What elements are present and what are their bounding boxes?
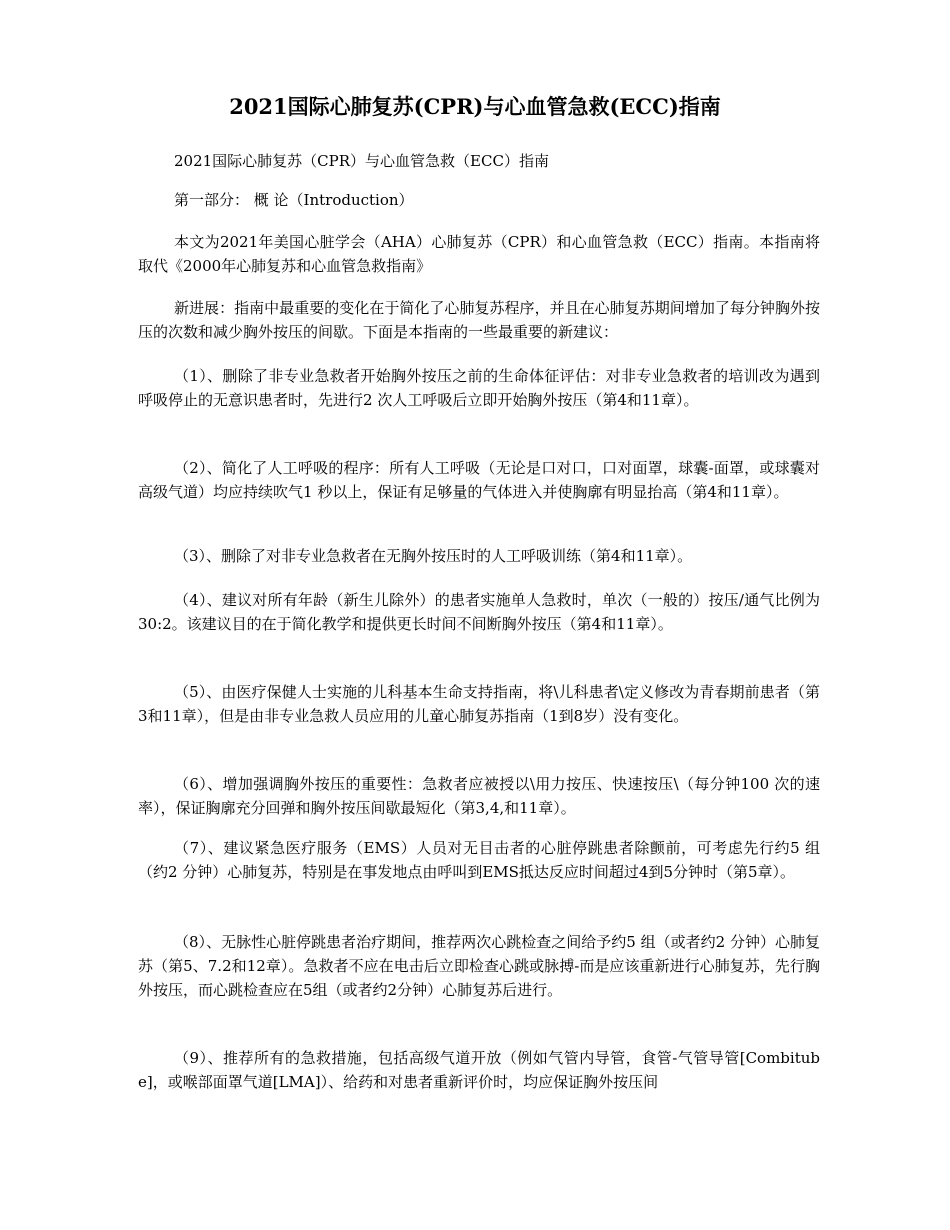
recommendation-item-9: （9）、推荐所有的急救措施，包括高级气道开放（例如气管内导管，食管-气管导管[Combitube]，或喉部面罩气道[LMA]）、给药和对患者重新评价时，均应保证胸外按压间 — [138, 1049, 820, 1091]
subtitle-paragraph: 2021国际心肺复苏（CPR）与心血管急救（ECC）指南 — [174, 152, 549, 170]
recommendation-item-4: （4）、建议对所有年龄（新生儿除外）的患者实施单人急救时，单次（一般的）按压/通气比例为30:2。该建议目的在于简化教学和提供更长时间不间断胸外按压（第4和11章）。 — [138, 591, 820, 633]
section-heading-paragraph: 第一部分： 概 论（Introduction） — [174, 191, 414, 209]
recommendation-item-1: （1）、删除了非专业急救者开始胸外按压之前的生命体征评估：对非专业急救者的培训改为遇到呼吸停止的无意识患者时，先进行2 次人工呼吸后立即开始胸外按压（第4和11章）。 — [138, 367, 820, 409]
recommendation-item-5: （5）、由医疗保健人士实施的儿科基本生命支持指南，将\儿科患者\定义修改为青春期前患者（第3和11章），但是由非专业急救人员应用的儿童心肺复苏指南（1到8岁）没有变化。 — [138, 683, 820, 725]
intro-paragraph: 本文为2021年美国心脏学会（AHA）心肺复苏（CPR）和心血管急救（ECC）指南。本指南将取代《2000年心肺复苏和心血管急救指南》 — [138, 233, 820, 275]
recommendation-item-6: （6）、增加强调胸外按压的重要性：急救者应被授以\用力按压、快速按压\（每分钟100 次的速率），保证胸廓充分回弹和胸外按压间歇最短化（第3,4,和11章）。 — [138, 775, 820, 817]
document-title: 2021国际心肺复苏(CPR)与心血管急救(ECC)指南 — [229, 94, 721, 119]
recommendation-item-7: （7）、建议紧急医疗服务（EMS）人员对无目击者的心脏停跳患者除颤前，可考虑先行约5 组（约2 分钟）心肺复苏，特别是在事发地点由呼叫到EMS抵达反应时间超过4到5分钟时（第5章）。 — [138, 839, 820, 881]
recommendation-item-3: （3）、删除了对非专业急救者在无胸外按压时的人工呼吸训练（第4和11章）。 — [174, 547, 693, 565]
recommendation-item-2: （2）、简化了人工呼吸的程序：所有人工呼吸（无论是口对口，口对面罩，球囊-面罩，或球囊对高级气道）均应持续吹气1 秒以上，保证有足够量的气体进入并使胸廓有明显抬高（第4和11章）。 — [138, 459, 820, 501]
new-progress-paragraph: 新进展：指南中最重要的变化在于简化了心肺复苏程序，并且在心肺复苏期间增加了每分钟胸外按压的次数和减少胸外按压的间歇。下面是本指南的一些最重要的新建议： — [138, 299, 820, 341]
recommendation-item-8: （8）、无脉性心脏停跳患者治疗期间，推荐两次心跳检查之间给予约5 组（或者约2 分钟）心肺复苏（第5、7.2和12章）。急救者不应在电击后立即检查心跳或脉搏-而是应该重新进行心肺复苏，先行胸外按压，而心跳检查应在5组（或者约2分钟）心肺复苏后进行。 — [138, 933, 820, 999]
